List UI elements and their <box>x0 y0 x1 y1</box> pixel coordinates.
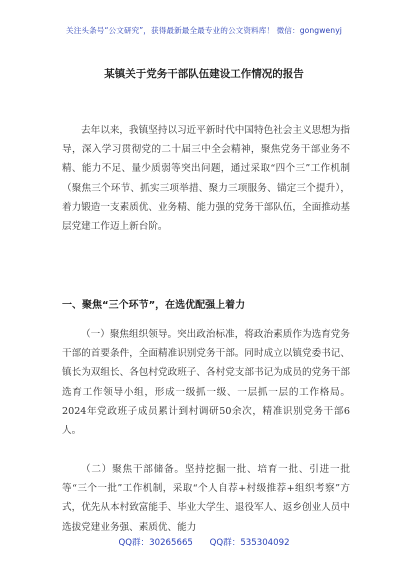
body-paragraph-reserve: （二）聚焦干部储备。坚持挖掘一批、培育一批、引进一批等“三个一批”工作机制，采取“个人自荐+村级推荐+组织考察”方式，优先从本村致富能手、毕业大学生、退役军人、返乡创业人员中选拔党建业务强、素质优、能力 <box>62 464 350 533</box>
intro-paragraph: 去年以来，我镇坚持以习近平新时代中国特色社会主义思想为指导，深入学习贯彻党的二十届三中全会精神，聚焦党务干部业务不精、能力不足、量少质弱等突出问题，通过采取“四个三”工作机制（聚焦三个环节、抓实三项举措、聚力三项服务、锚定三个提升），着力锻造一支素质优、业务精、能力强的党务干部队伍，全面推动基层党建工作迈上新台阶。 <box>62 125 350 233</box>
body-paragraph-organization: （一）聚焦组织领导。突出政治标准，将政治素质作为选育党务干部的首要条件，全面精准识别党务干部。同时成立以镇党委书记、镇长为双组长、各包村党政班子、各村党支部书记为成员的党务干部选育工作领导小组，形成一级抓一级、一层抓一层的工作格局。2024年党政班子成员累计到村调研50余次，精准识别党务干部6人。 <box>62 329 350 437</box>
header-promo-note: 关注头条号“公文研究”，获得最新最全最专业的公文资料库！ 微信：gongwenyj <box>66 26 342 35</box>
section-heading: 一、聚焦“三个环节”，在选优配强上着力 <box>62 300 246 311</box>
document-title: 某镇关于党务干部队伍建设工作情况的报告 <box>104 68 304 80</box>
footer-qq-groups: QQ群：30265665 QQ群：535304092 <box>118 538 290 548</box>
